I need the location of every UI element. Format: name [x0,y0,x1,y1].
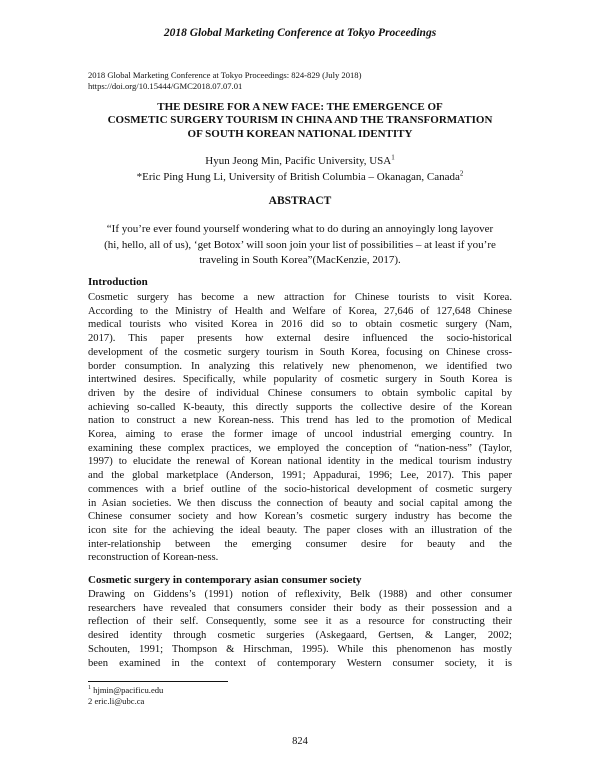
page-number: 824 [292,736,308,747]
introduction-body [88,291,512,565]
body-line: desired identity through cosmetic surgeries (Askegaard, Gertsen, & Langer, 2002; [88,630,512,642]
title-line: COSMETIC SURGERY TOURISM IN CHINA AND THE TRANSFORMATION [107,114,493,127]
body-line: been examined in the context of contemporary Western consumer society, it is [88,657,512,669]
author-1 [40,154,560,170]
author-1-name: Hyun Jeong Min, Pacific University, USA [205,155,392,167]
footnote-mark-1: 1 [391,153,395,162]
body-line: inter-relationship between the emerging consumer desire for beauty and the [88,538,512,550]
body-line: Schouten, 1991; Thompson & Hirschman, 1995). While this phenomenon has mostly [88,643,512,655]
footnote-1-email: hjmin@pacificu.edu [91,685,164,695]
body-line: development of the cosmetic surgery tourism in South Korea, focusing on Chinese cross- [88,346,512,358]
title-line: THE DESIRE FOR A NEW FACE: THE EMERGENCE OF [157,101,443,113]
body-line: According to the Ministry of Health and Welfare of Korea, 27,646 of 127,648 Chinese [88,305,512,317]
body-line: researchers have revealed that consumers consider their body as their possession and a [88,602,512,614]
title-line: OF SOUTH KOREAN NATIONAL IDENTITY [187,127,413,140]
authors-block [40,154,560,185]
footnote-divider [88,681,228,682]
body-line: commences with a brief outline of the socio-historical development of cosmetic surgery [88,483,512,495]
body-line: Korea, aiming to erase the former image of uncool industrial emerging country. In [88,429,512,441]
body-line: medical tourists who visited Korea in 2016 did so to obtain cosmetic surgery (Nam, [88,319,512,331]
body-line: achieving so-called K-beauty, this directly supports the collective desire of the Korean [88,401,512,413]
body-line: reflection of their self. Consequently, some see it as a resource for constructing their [88,616,512,628]
epigraph-line: (hi, hello, all of us), ‘get Botox’ will soon join your list of possibilities – at least if you’re [104,238,496,251]
citation-block [88,70,361,92]
epigraph-line: traveling in South Korea”(MacKenzie, 2017). [199,254,401,266]
introduction-heading: Introduction [88,276,148,288]
body-line: icon site for the achieving the ideal beauty. The paper closes with an illustration of the [88,524,512,536]
body-line: intertwined desires. Specifically, while popularity of cosmetic surgery in South Korea is [88,374,512,386]
body-line: 1997) to elucidate the renewal of Korean national identity in the medical tourism industry [88,456,512,468]
body-line: and the global marketplace (Anderson, 1991; Appadurai, 1996; Lee, 2017). This paper [88,470,512,482]
body-line: examining these complex practices, we employed the conception of “nation-ness” (Taylor, [88,442,512,454]
running-header: 2018 Global Marketing Conference at Tokyo Proceedings [163,27,437,39]
epigraph-quote [92,222,508,269]
body-line: 2017). This paper presents how external desire influenced the socio-historical [88,333,512,345]
footnotes [88,685,163,707]
author-2 [40,170,560,186]
doi-line: https://doi.org/10.15444/GMC2018.07.07.01 [88,81,243,91]
abstract-heading: ABSTRACT [268,195,332,207]
section-2-heading: Cosmetic surgery in contemporary asian consumer society [88,574,362,586]
epigraph-line: “If you’re ever found yourself wondering what to do during an annoyingly long layover [106,223,494,235]
body-line: nation to construct a new Korean-ness. This trend has led to the promotion of Medical [88,415,512,427]
body-line: reconstruction of Korean-ness. [88,552,219,564]
body-line: in Asian societies. We then discuss the connection of beauty and social capital among the [88,497,512,509]
author-2-name: *Eric Ping Hung Li, University of British Columbia – Okanagan, Canada [136,170,460,183]
body-line: Drawing on Giddens’s (1991) notion of reflexivity, Belk (1988) and other consumer [88,589,512,600]
footnote-1-mark: 1 [88,685,91,692]
body-line: Chinese consumer society and how Korean’s cosmetic surgery industry has become the [88,511,512,523]
footnote-1 [88,685,163,696]
body-line: Cosmetic surgery has become a new attraction for Chinese tourists to visit Korea. [88,292,512,303]
paper-title [60,101,540,141]
body-line: driven by the desire of individual Chinese consumers to obtain symbolic capital by [88,387,512,399]
citation-line: 2018 Global Marketing Conference at Tokyo Proceedings: 824-829 (July 2018) [88,70,362,80]
body-line: border consumption. In analyzing this relatively new phenomenon, we identified two [88,360,512,372]
footnote-2: 2 eric.li@ubc.ca [88,696,145,706]
footnote-mark-2: 2 [459,168,464,177]
section-2-body [88,588,512,670]
